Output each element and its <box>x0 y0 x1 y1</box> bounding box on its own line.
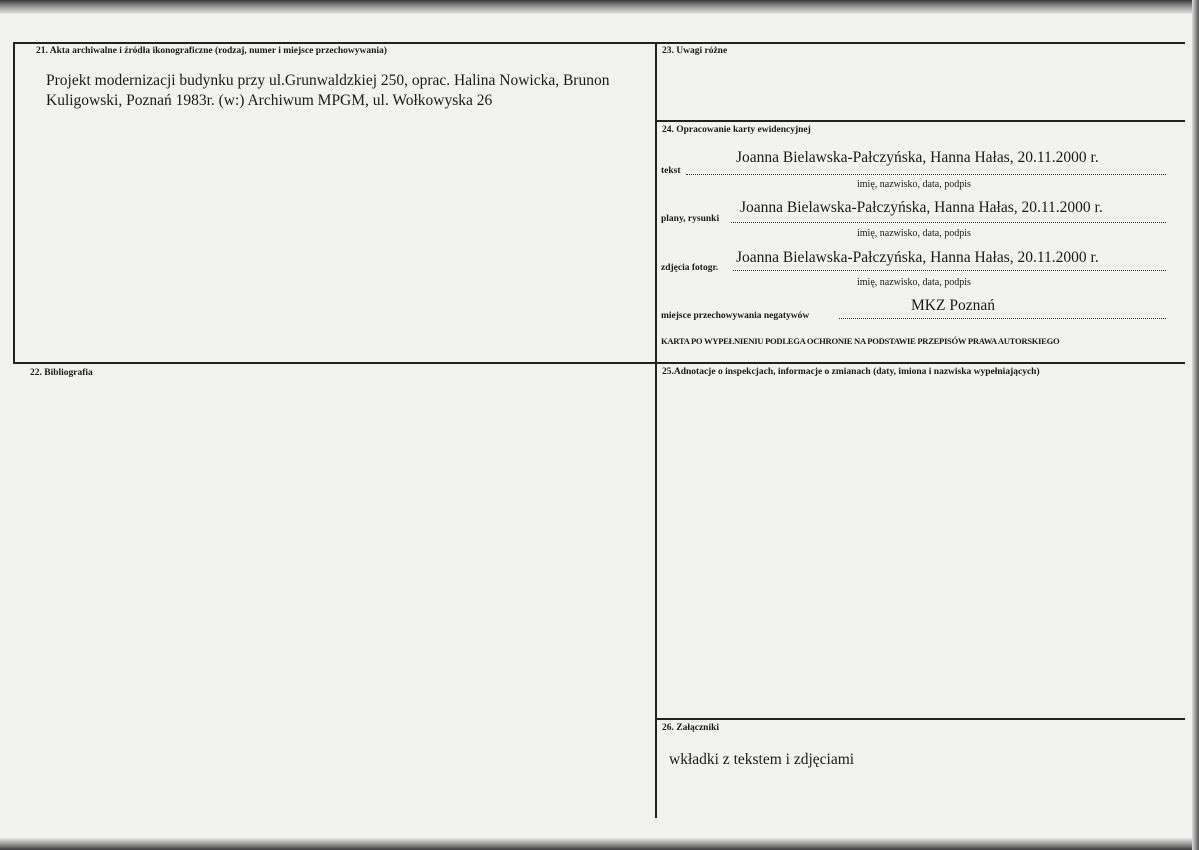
row-plany-label: plany, rysunki <box>661 214 720 224</box>
section-21-line-2: Kuligowski, Poznań 1983r. (w:) Archiwum MPGM, ul. Wołkowyska 26 <box>46 92 493 109</box>
section-21-title: 21. Akta archiwalne i źródła ikonograficzne (rodzaj, numer i miejsce przechowywania) <box>36 46 387 56</box>
negatives-label: miejsce przechowywania negatywów <box>661 311 810 321</box>
scan-edge-right <box>1192 0 1199 850</box>
middle-border <box>13 362 1185 364</box>
section-22-title: 22. Bibliografia <box>30 368 93 378</box>
section-23-title: 23. Uwagi różne <box>662 46 728 56</box>
row-tekst-caption: imię, nazwisko, data, podpis <box>857 179 971 190</box>
row-tekst-line <box>686 174 1166 175</box>
section-24-title: 24. Opracowanie karty ewidencyjnej <box>662 125 811 135</box>
row-tekst-label: tekst <box>661 166 681 176</box>
scan-edge-bottom <box>0 838 1199 850</box>
row-zdjecia-value: Joanna Bielawska-Pałczyńska, Hanna Hałas, 20.11.2000 r. <box>736 249 1099 266</box>
section-26-value: wkładki z tekstem i zdjęciami <box>669 751 855 768</box>
row-plany-line <box>731 222 1166 223</box>
scan-edge-top <box>0 0 1199 14</box>
row-plany-value: Joanna Bielawska-Pałczyńska, Hanna Hałas, 20.11.2000 r. <box>740 199 1103 216</box>
section-25-title: 25.Adnotacje o inspekcjach, informacje o zmianach (daty, imiona i nazwiska wypełniających) <box>662 367 1040 377</box>
row-plany-caption: imię, nazwisko, data, podpis <box>857 228 971 239</box>
copyright-notice: KARTA PO WYPEŁNIENIU PODLEGA OCHRONIE NA PODSTAWIE PRZEPISÓW PRAWA AUTORSKIEGO <box>661 336 1060 346</box>
top-border <box>13 42 1185 44</box>
row-zdjecia-label: zdjęcia fotogr. <box>661 263 719 273</box>
center-divider <box>655 42 657 818</box>
divider-23-24 <box>656 120 1185 122</box>
left-border <box>13 42 15 362</box>
section-26-title: 26. Załączniki <box>662 723 720 733</box>
row-zdjecia-line <box>733 270 1166 271</box>
negatives-line <box>839 318 1166 319</box>
row-tekst-value: Joanna Bielawska-Pałczyńska, Hanna Hałas, 20.11.2000 r. <box>736 149 1099 166</box>
row-zdjecia-caption: imię, nazwisko, data, podpis <box>857 277 971 288</box>
negatives-value: MKZ Poznań <box>911 297 995 314</box>
divider-25-26 <box>656 718 1185 720</box>
section-21-line-1: Projekt modernizacji budynku przy ul.Grunwaldzkiej 250, oprac. Halina Nowicka, Brunon <box>46 72 610 89</box>
